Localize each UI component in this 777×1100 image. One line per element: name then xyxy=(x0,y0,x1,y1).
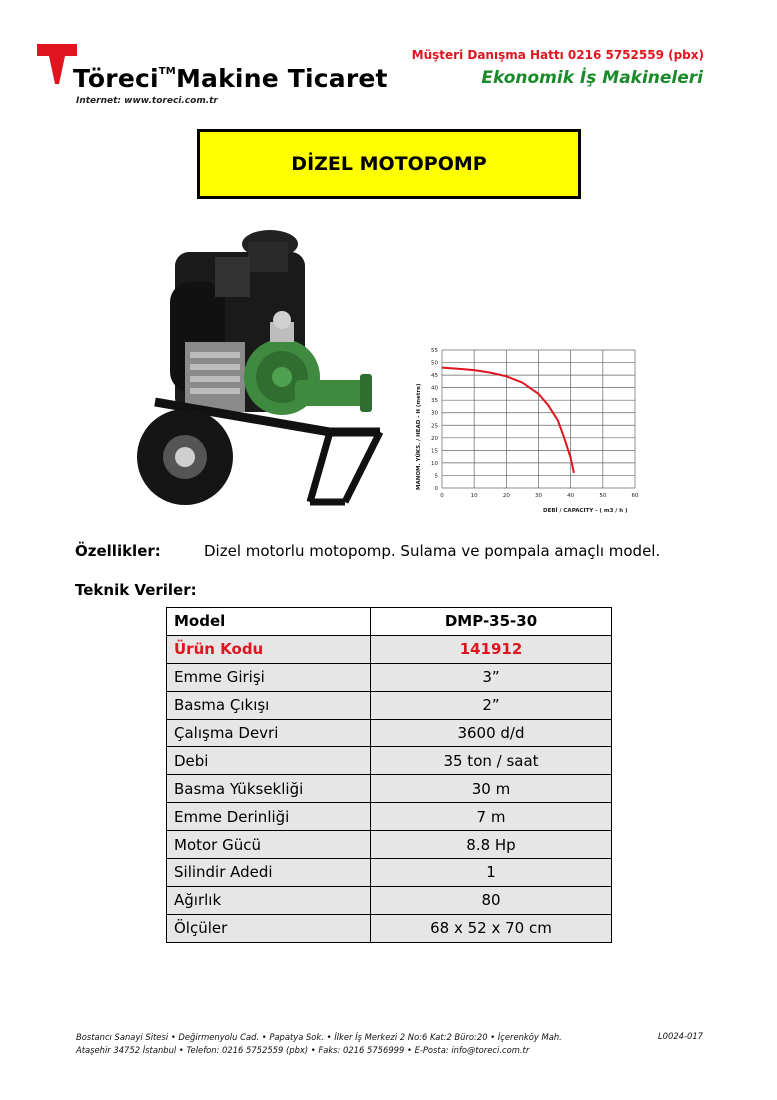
title-box xyxy=(197,129,581,199)
chart-y-tick-label: 25 xyxy=(431,423,438,430)
table-cell-value: 141912 xyxy=(371,635,612,663)
chart-y-tick-label: 0 xyxy=(434,486,438,492)
brand-name: Töreci™Makine Ticaret xyxy=(73,64,388,93)
table-header-row xyxy=(167,608,612,636)
tech-specs-label: Teknik Veriler: xyxy=(75,581,197,599)
table-cell-value: 80 xyxy=(371,886,612,914)
table-cell-key: Emme Derinliği xyxy=(167,803,371,831)
table-row xyxy=(167,775,612,803)
tagline: Ekonomik İş Makineleri xyxy=(481,68,703,88)
chart-y-axis-label: MANOM. YÜKS. / HEAD - H (metre) xyxy=(416,383,422,490)
chart-x-tick-label: 0 xyxy=(440,493,444,499)
table-row xyxy=(167,886,612,914)
table-cell-value: 3” xyxy=(371,663,612,691)
chart-x-axis-label: DEBİ / CAPACITY - ( m3 / h ) xyxy=(543,508,628,514)
table-row xyxy=(167,803,612,831)
footer-line-2: Ataşehir 34752 İstanbul • Telefon: 0216 5752559 (pbx) • Faks: 0216 5756999 • E-Posta: info@toreci.com.tr xyxy=(76,1045,530,1055)
features-label: Özellikler: xyxy=(75,542,161,560)
table-cell-value: 30 m xyxy=(371,775,612,803)
chart-y-tick-label: 20 xyxy=(431,435,438,442)
table-cell-value: 35 ton / saat xyxy=(371,747,612,775)
chart-x-ticks xyxy=(440,493,639,499)
chart-y-tick-label: 5 xyxy=(434,473,438,480)
product-code-row xyxy=(167,635,612,663)
table-cell-key: Model xyxy=(167,608,371,636)
chart-x-tick-label: 40 xyxy=(567,493,575,499)
table-row xyxy=(167,663,612,691)
spec-table xyxy=(166,607,612,943)
table-cell-key: Çalışma Devri xyxy=(167,719,371,747)
table-cell-key: Basma Yüksekliği xyxy=(167,775,371,803)
footer-line-1: Bostancı Sanayi Sitesi • Değirmenyolu Cad. • Papatya Sok. • İlker İş Merkezi 2 No:6 Kat:2 Büro:20 • İçerenköy Mah. xyxy=(76,1032,562,1042)
features-text: Dizel motorlu motopomp. Sulama ve pompala amaçlı model. xyxy=(204,542,661,560)
pump-curve-line xyxy=(442,368,574,473)
table-cell-key: Emme Girişi xyxy=(167,663,371,691)
chart-x-tick-label: 60 xyxy=(631,493,639,499)
table-row xyxy=(167,914,612,942)
chart-x-tick-label: 10 xyxy=(470,493,478,499)
website-link[interactable]: Internet: www.toreci.com.tr xyxy=(76,96,218,106)
pump-performance-chart xyxy=(400,340,650,520)
chart-y-tick-label: 40 xyxy=(431,385,438,392)
table-cell-value: 1 xyxy=(371,859,612,887)
chart-x-tick-label: 50 xyxy=(599,493,607,499)
chart-y-tick-label: 35 xyxy=(431,398,438,405)
table-cell-key: Debi xyxy=(167,747,371,775)
table-cell-key: Motor Gücü xyxy=(167,831,371,859)
table-cell-value: 8.8 Hp xyxy=(371,831,612,859)
page-title: DİZEL MOTOPOMP xyxy=(291,153,487,175)
toreci-logo-icon xyxy=(37,44,77,84)
diesel-motopump-photo xyxy=(130,222,385,522)
table-cell-value: 3600 d/d xyxy=(371,719,612,747)
table-cell-key: Ölçüler xyxy=(167,914,371,942)
table-row xyxy=(167,747,612,775)
table-cell-key: Ağırlık xyxy=(167,886,371,914)
chart-y-ticks xyxy=(431,348,439,492)
chart-y-tick-label: 45 xyxy=(431,373,438,380)
table-cell-value: DMP-35-30 xyxy=(371,608,612,636)
table-cell-key: Ürün Kodu xyxy=(167,635,371,663)
document-number: L0024-017 xyxy=(658,1031,703,1041)
chart-y-tick-label: 50 xyxy=(431,360,438,367)
customer-hotline: Müşteri Danışma Hattı 0216 5752559 (pbx) xyxy=(411,48,704,62)
footer-address xyxy=(76,1031,562,1057)
table-cell-key: Basma Çıkışı xyxy=(167,691,371,719)
chart-y-tick-label: 55 xyxy=(431,348,438,354)
chart-y-tick-label: 15 xyxy=(431,448,438,455)
table-row xyxy=(167,859,612,887)
table-row xyxy=(167,691,612,719)
table-row xyxy=(167,719,612,747)
chart-x-tick-label: 20 xyxy=(502,493,510,499)
chart-x-tick-label: 30 xyxy=(535,493,542,499)
table-row xyxy=(167,831,612,859)
table-cell-key: Silindir Adedi xyxy=(167,859,371,887)
table-cell-value: 7 m xyxy=(371,803,612,831)
table-cell-value: 68 x 52 x 70 cm xyxy=(371,914,612,942)
chart-y-tick-label: 30 xyxy=(431,410,438,417)
chart-y-tick-label: 10 xyxy=(431,460,438,467)
table-cell-value: 2” xyxy=(371,691,612,719)
